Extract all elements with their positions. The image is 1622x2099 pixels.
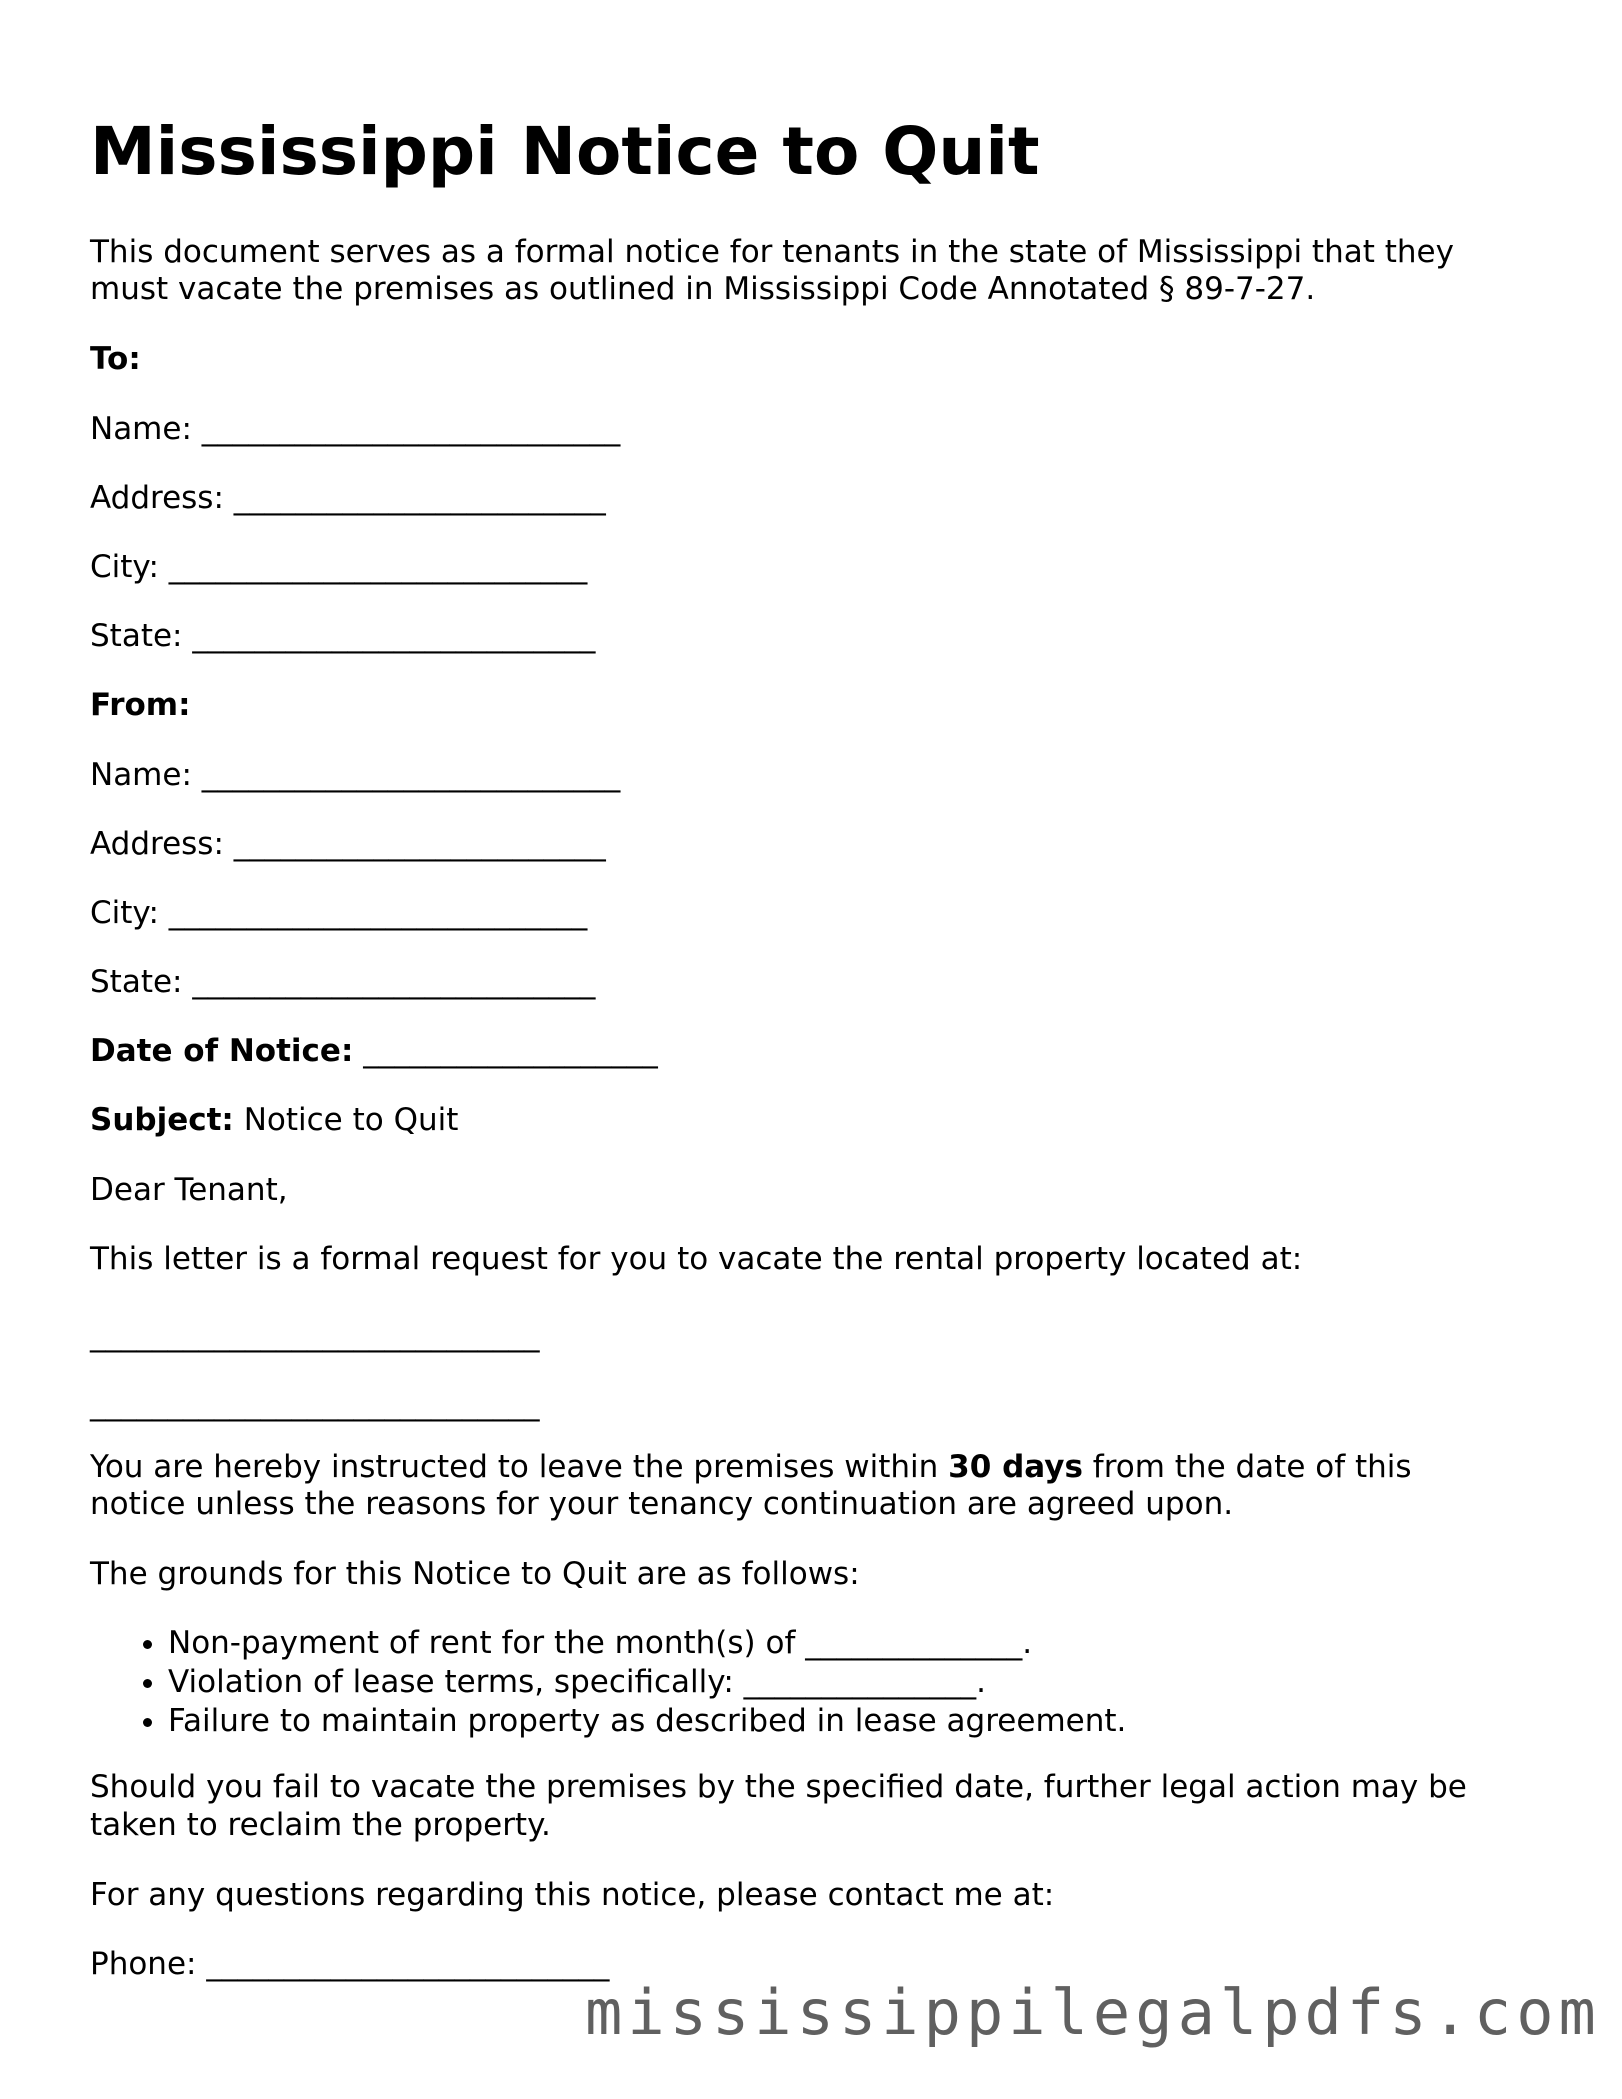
to-heading: To: bbox=[90, 341, 141, 377]
to-name-field[interactable]: Name: ___________________________ bbox=[90, 411, 621, 447]
instruction-days: 30 days bbox=[948, 1449, 1083, 1485]
to-state-field[interactable]: State: __________________________ bbox=[90, 618, 596, 654]
grounds-item-violation: • Violation of lease terms, specifically: _______________. bbox=[168, 1663, 1126, 1702]
to-city-field[interactable]: City: ___________________________ bbox=[90, 549, 588, 585]
salutation: Dear Tenant, bbox=[90, 1172, 288, 1208]
from-address-field[interactable]: Address: ________________________ bbox=[90, 826, 606, 862]
property-address-line-2[interactable]: _____________________________ bbox=[90, 1386, 540, 1422]
from-name-field[interactable]: Name: ___________________________ bbox=[90, 757, 621, 793]
instruction-line-2: notice unless the reasons for your tenancy continuation are agreed upon. bbox=[90, 1486, 1234, 1522]
instruction-line-1 bbox=[90, 1448, 1412, 1486]
page-title: Mississippi Notice to Quit bbox=[90, 113, 1040, 190]
property-address-line-1[interactable]: _____________________________ bbox=[90, 1317, 540, 1353]
date-of-notice-field[interactable]: ___________________ bbox=[363, 1033, 658, 1069]
phone-field[interactable]: Phone: __________________________ bbox=[90, 1946, 610, 1982]
request-text: This letter is a formal request for you to vacate the rental property located at: bbox=[90, 1241, 1303, 1277]
warning-line-1: Should you fail to vacate the premises by the specified date, further legal action may be bbox=[90, 1769, 1467, 1805]
from-city-field[interactable]: City: ___________________________ bbox=[90, 895, 588, 931]
date-of-notice-label: Date of Notice: bbox=[90, 1033, 354, 1069]
subject-label: Subject: bbox=[90, 1102, 234, 1138]
watermark-text: mississippilegalpdfs.com bbox=[585, 1976, 1601, 2049]
from-state-field[interactable]: State: __________________________ bbox=[90, 964, 596, 1000]
subject-line bbox=[90, 1101, 458, 1139]
to-address-field[interactable]: Address: ________________________ bbox=[90, 480, 606, 516]
grounds-item-nonpayment: • Non-payment of rent for the month(s) of ______________. bbox=[168, 1624, 1126, 1663]
intro-line-2: must vacate the premises as outlined in Mississippi Code Annotated § 89-7-27. bbox=[90, 271, 1316, 307]
instruction-text-after: from the date of this bbox=[1092, 1449, 1412, 1485]
grounds-item-maintenance: • Failure to maintain property as described in lease agreement. bbox=[168, 1702, 1126, 1741]
warning-line-2: taken to reclaim the property. bbox=[90, 1807, 551, 1843]
date-of-notice bbox=[90, 1032, 658, 1070]
intro-line-1: This document serves as a formal notice for tenants in the state of Mississippi that they bbox=[90, 234, 1454, 270]
grounds-list bbox=[90, 1624, 1126, 1741]
from-heading: From: bbox=[90, 687, 191, 723]
contact-text: For any questions regarding this notice, please contact me at: bbox=[90, 1877, 1055, 1913]
instruction-text-before: You are hereby instructed to leave the premises within bbox=[90, 1449, 939, 1485]
subject-value: Notice to Quit bbox=[243, 1102, 459, 1138]
grounds-intro: The grounds for this Notice to Quit are as follows: bbox=[90, 1556, 860, 1592]
